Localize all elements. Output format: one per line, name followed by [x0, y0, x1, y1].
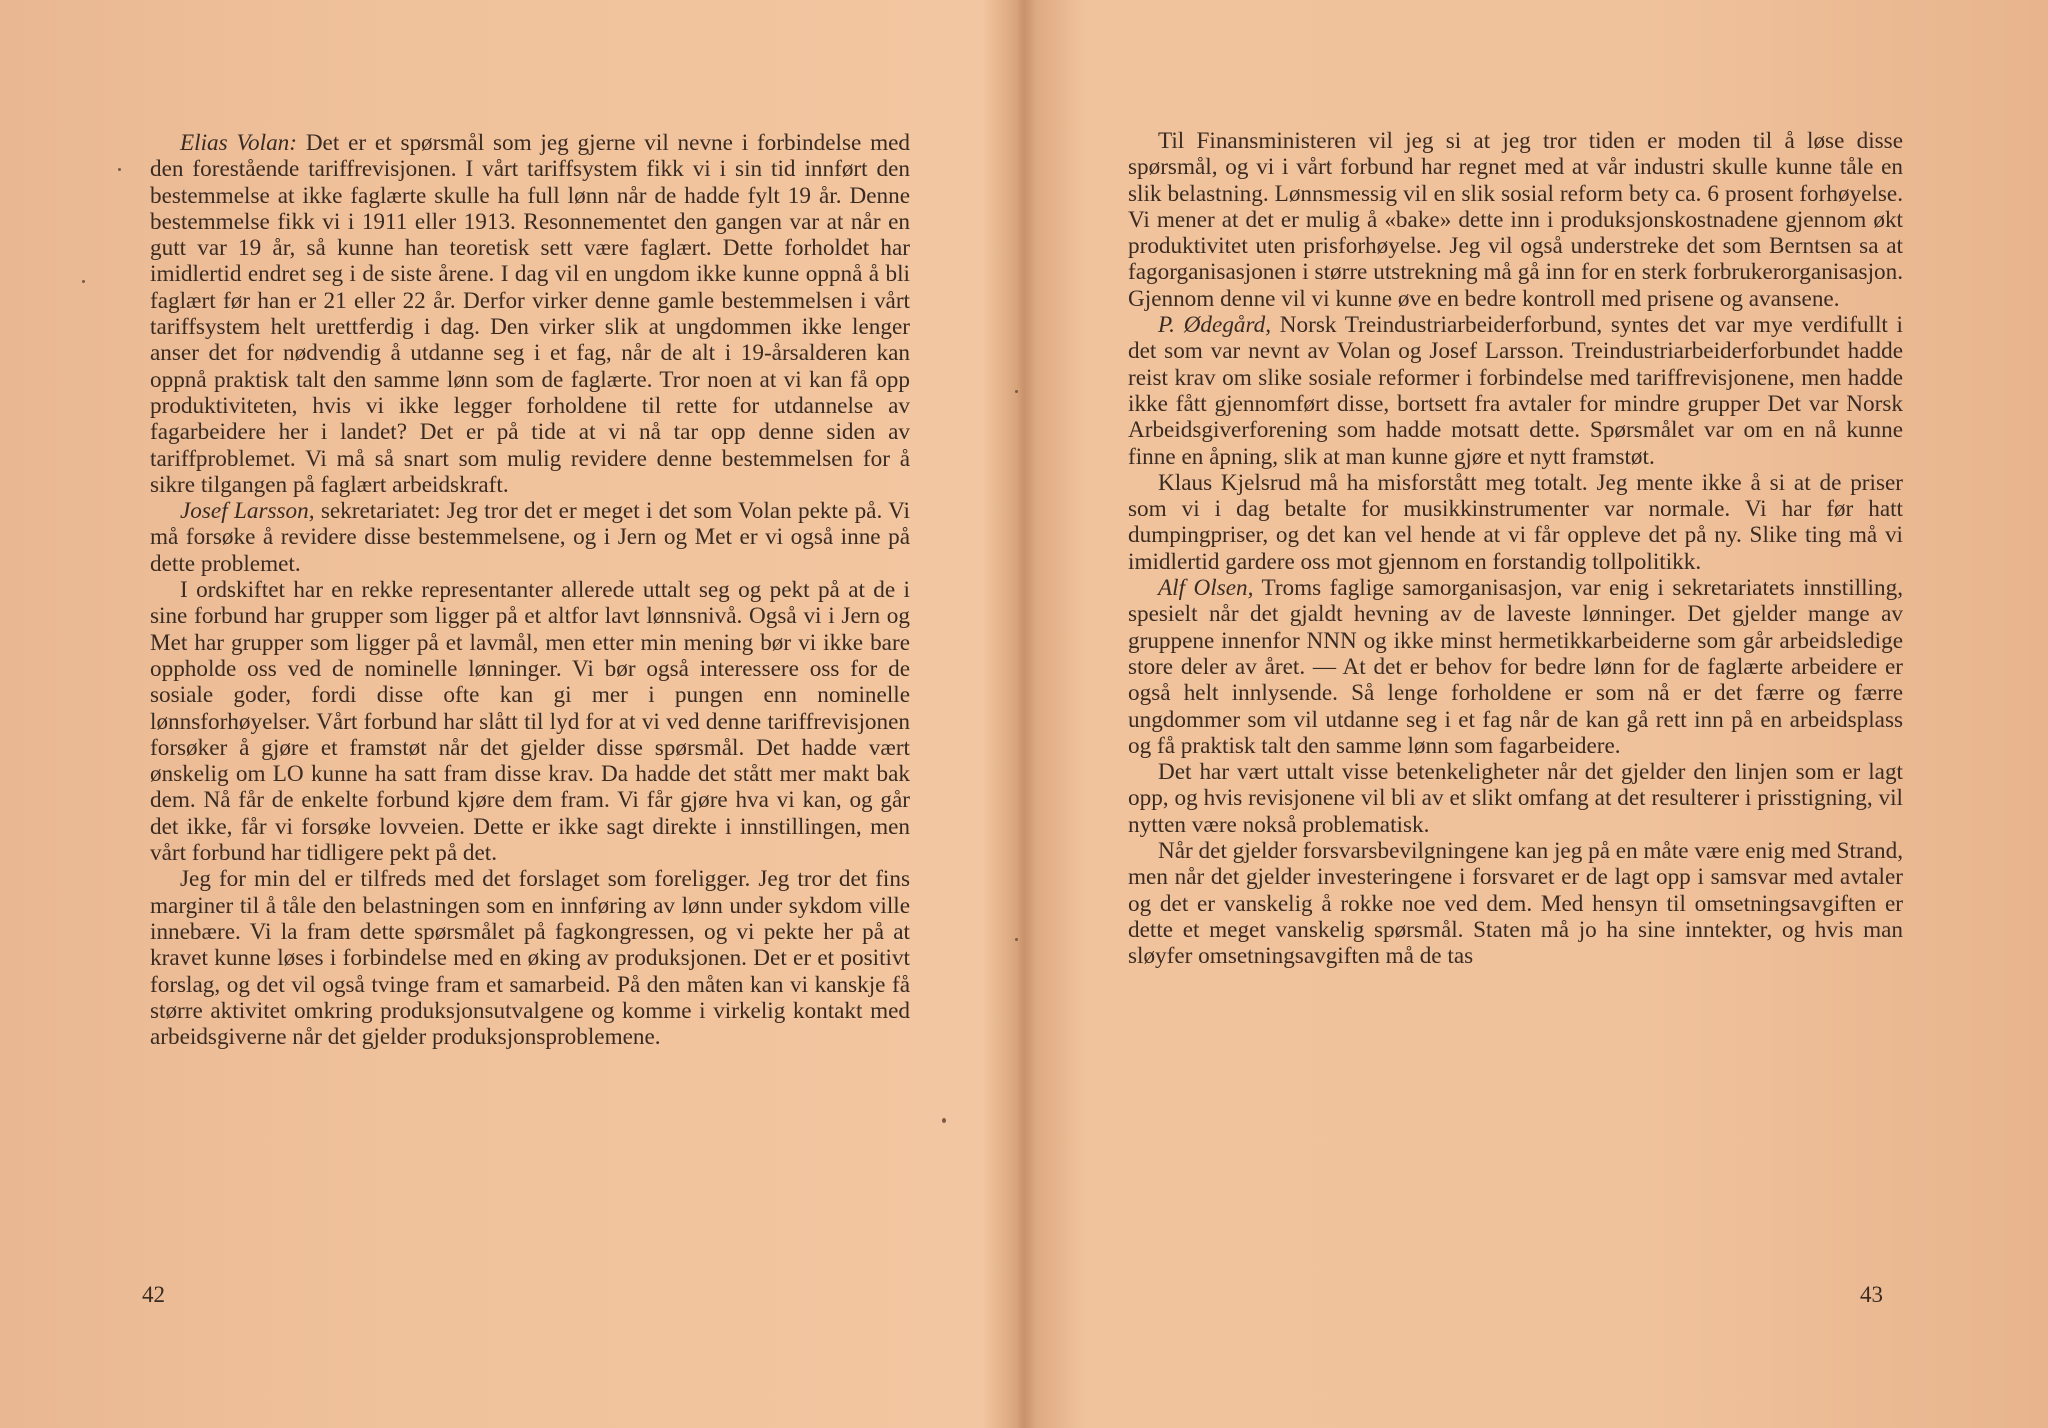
paragraph-text: sekretariatet: Jeg tror det er meget i det som Volan pekte på. Vi må forsøke å revidere disse bestemmelsene, og i Jern og Met er vi også inne på dette problemet. — [150, 498, 910, 577]
paragraph — [1128, 575, 1903, 759]
paper-speck — [118, 168, 121, 171]
paper-speck — [1015, 390, 1018, 393]
paragraph — [150, 130, 910, 498]
paragraph — [150, 866, 910, 1050]
paragraph — [1128, 470, 1903, 575]
speaker-name: Josef Larsson, — [180, 498, 315, 525]
paragraph — [1128, 838, 1903, 969]
paragraph — [1128, 312, 1903, 470]
paper-speck — [942, 1118, 946, 1123]
paper-speck — [82, 280, 85, 283]
paragraph-text: Jeg for min del er tilfreds med det forslaget som foreligger. Jeg tror det fins marginer til å tåle den belastningen som en innføring av lønn under sykdom ville innebære. Vi la fram dette spørsmålet på fagkongressen, og vi pekte her på at kravet kunne løses i forbindelse med en øking av produksjonen. Det er et positivt forslag, og det vil også tvinge fram et samarbeid. På den måten kan vi kanskje få større aktivitet omkring produksjonsutvalgene og komme i virkelig kontakt med arbeidsgiverne når det gjelder produksjonsproblemene. — [150, 866, 910, 1051]
page-number: 43 — [1860, 1282, 1883, 1307]
page-number: 42 — [142, 1282, 165, 1307]
paragraph — [150, 577, 910, 866]
paragraph — [150, 498, 910, 577]
paragraph-text: Det har vært uttalt visse betenkeligheter når det gjelder den linjen som er lagt opp, og hvis revisjonene vil bli av et slikt omfang at det resulterer i prisstigning, vil nytten være nokså problematisk. — [1128, 759, 1903, 838]
right-text-column — [1128, 128, 1903, 970]
paragraph — [1128, 759, 1903, 838]
speaker-name: Alf Olsen, — [1158, 575, 1254, 602]
paper-speck — [1015, 938, 1018, 941]
paragraph-text: I ordskiftet har en rekke representanter allerede uttalt seg og pekt på at de i sine forbund har grupper som ligger på et altfor lavt lønnsnivå. Også vi i Jern og Met har grupper som ligger på et lavmål, men etter min mening bør vi ikke bare oppholde oss ved de nominelle lønninger. Vi bør også interessere oss for de sosiale goder, fordi disse ofte kan gi mer i pungen enn nominelle lønnsforhøyelser. Vårt forbund har slått til lyd for at vi ved denne tariffrevisjonen forsøker å gjøre et framstøt når det gjelder disse spørsmål. Det hadde vært ønskelig om LO kunne ha satt fram disse krav. Da hadde det stått mer makt bak dem. Nå får de enkelte forbund kjøre dem fram. Vi får gjøre hva vi kan, og går det ikke, får vi forsøke lovveien. Dette er ikke sagt direkte i innstillingen, men vårt forbund har tidligere pekt på det. — [150, 577, 910, 867]
left-text-column — [150, 130, 910, 1050]
paragraph-text: Troms faglige samorganisasjon, var enig i sekretariatets innstilling, spesielt når det gjaldt hevning av de laveste lønninger. Det gjelder mange av gruppene innenfor NNN og ikke minst hermetikkarbeiderne som går arbeidsledige store deler av året. — At det er behov for bedre lønn for de faglærte arbeidere er også helt innlysende. Så lenge forholdene er som nå er det færre og færre ungdommer som vil utdanne seg i et fag når de kan gå rett inn på en arbeidsplass og få praktisk talt den samme lønn som fagarbeidere. — [1128, 575, 1903, 759]
speaker-name: P. Ødegård, — [1158, 312, 1272, 339]
paragraph — [1128, 128, 1903, 312]
right-page — [1020, 0, 2048, 1428]
paragraph-text: Når det gjelder forsvarsbevilgningene kan jeg på en måte være enig med Strand, men når det gjelder investeringene i forsvaret er de lagt opp i samsvar med avtaler og det er vanskelig å rokke noe ved dem. Med hensyn til omsetningsavgiften er dette et meget vanskelig spørsmål. Staten må jo ha sine inntekter, og hvis man sløyfer omsetningsavgiften må de tas — [1128, 838, 1903, 970]
paragraph-text: Til Finansministeren vil jeg si at jeg tror tiden er moden til å løse disse spørsmål, og vi i vårt forbund har regnet med at vår industri skulle kunne tåle en slik belastning. Lønnsmessig vil en slik sosial reform bety ca. 6 prosent forhøyelse. Vi mener at det er mulig å «bake» dette inn i produksjonskostnadene gjennom økt produktivitet uten prisforhøyelse. Jeg vil også understreke det som Berntsen sa at fagorganisasjonen i større utstrekning må gå inn for en sterk forbrukerorganisasjon. Gjennom denne vil vi kunne øve en bedre kontroll med prisene og avansene. — [1128, 128, 1903, 312]
speaker-name: Elias Volan: — [180, 130, 298, 156]
left-page — [0, 0, 1010, 1428]
paragraph-text: Norsk Treindustriarbeiderforbund, syntes det var mye verdifullt i det som var nevnt av Volan og Josef Larsson. Treindustriarbeiderforbundet hadde reist krav om slike sosiale reformer i forbindelse med tariffrevisjonene, men hadde ikke fått gjennomført disse, bortsett fra avtaler for mindre grupper Det var Norsk Arbeidsgiverforening som hadde motsatt dette. Spørsmålet var om en nå kunne finne en åpning, slik at man kunne gjøre et nytt framstøt. — [1128, 312, 1903, 470]
paragraph-text: Klaus Kjelsrud må ha misforstått meg totalt. Jeg mente ikke å si at de priser som vi i dag betalte for musikkinstrumenter var normale. Vi har før hatt dumpingpriser, og det kan vel hende at vi får oppleve det på ny. Slike ting må vi imidlertid gardere oss mot gjennom en forstandig tollpolitikk. — [1128, 469, 1903, 575]
paragraph-text: Det er et spørsmål som jeg gjerne vil nevne i forbindelse med den forestående tariffrevisjonen. I vårt tariffsystem fikk vi i sin tid innført den bestemmelse at ikke faglærte skulle ha full lønn når de hadde fylt 19 år. Denne bestemmelse fikk vi i 1911 eller 1913. Resonnementet den gangen var at når en gutt var 19 år, så kunne han teoretisk sett være faglært. Dette forholdet har imidlertid endret seg i de siste årene. I dag vil en ungdom ikke kunne oppnå å bli faglært før han er 21 eller 22 år. Derfor virker denne gamle bestemmelsen i vårt tariffsystem helt urettferdig i dag. Den virker slik at ungdommen ikke lenger anser det for nødvendig å utdanne seg i et fag, når de alt i 19-årsalderen kan oppnå praktisk talt den samme lønn som de faglærte. Tror noen at vi kan få opp produktiviteten, hvis vi ikke legger forholdene til rette for utdannelse av fagarbeidere her i landet? Det er på tide at vi nå tar opp denne siden av tariffproblemet. Vi må så snart som mulig revidere denne bestemmelsen for å sikre tilgangen på faglært arbeidskraft. — [150, 130, 910, 498]
